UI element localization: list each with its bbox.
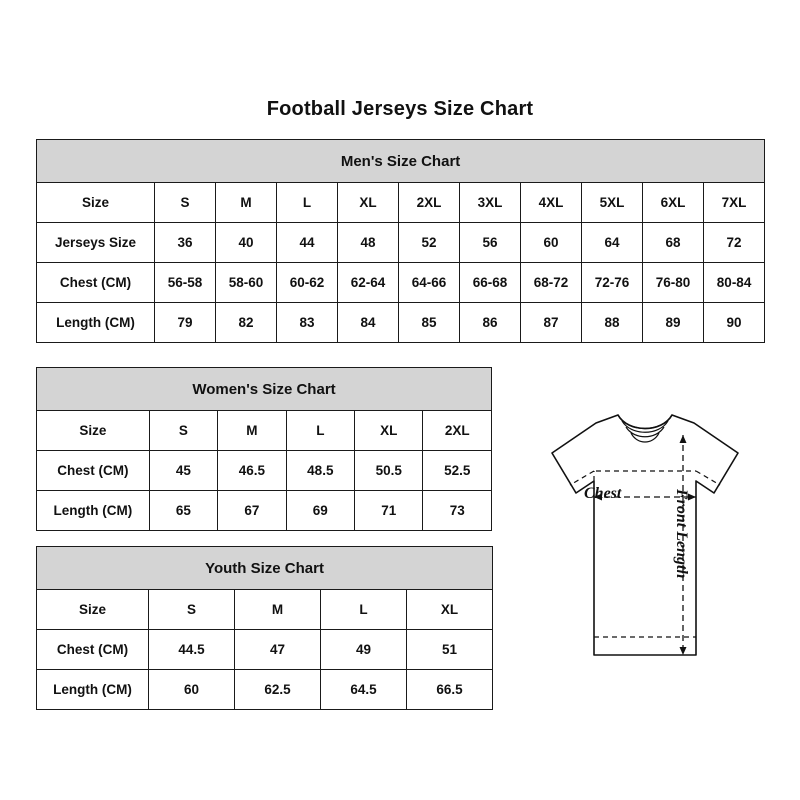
- table-row: [37, 303, 765, 343]
- table-cell: 51: [407, 630, 493, 670]
- table-cell: 69: [286, 491, 354, 531]
- column-header: 6XL: [643, 183, 704, 223]
- chest-measurement-label: Chest: [584, 485, 622, 502]
- column-header: L: [321, 590, 407, 630]
- row-label: Chest (CM): [37, 451, 150, 491]
- table-cell: 79: [155, 303, 216, 343]
- table-cell: 68: [643, 223, 704, 263]
- table-cell: 48.5: [286, 451, 354, 491]
- table-cell: 82: [216, 303, 277, 343]
- table-cell: 68-72: [521, 263, 582, 303]
- column-header: M: [218, 411, 286, 451]
- table-cell: 64-66: [399, 263, 460, 303]
- column-header: Size: [37, 411, 150, 451]
- table-cell: 46.5: [218, 451, 286, 491]
- table-cell: 44.5: [149, 630, 235, 670]
- table-cell: 56: [460, 223, 521, 263]
- column-header: 4XL: [521, 183, 582, 223]
- table-cell: 89: [643, 303, 704, 343]
- table-header-row: [37, 183, 765, 223]
- table-cell: 62.5: [235, 670, 321, 710]
- table-row: [37, 491, 492, 531]
- table-cell: 44: [277, 223, 338, 263]
- row-label: Chest (CM): [37, 263, 155, 303]
- table-row: [37, 263, 765, 303]
- row-label: Length (CM): [37, 303, 155, 343]
- table-cell: 88: [582, 303, 643, 343]
- table-cell: 50.5: [355, 451, 423, 491]
- column-header: XL: [407, 590, 493, 630]
- table-header-row: [37, 411, 492, 451]
- table-cell: 66.5: [407, 670, 493, 710]
- youth-size-chart-table: [36, 546, 493, 710]
- table-section-header-row: [37, 140, 765, 183]
- table-header-row: [37, 590, 493, 630]
- table-cell: 58-60: [216, 263, 277, 303]
- table-cell: 84: [338, 303, 399, 343]
- table-section-header-row: [37, 368, 492, 411]
- table-section-header-row: [37, 547, 493, 590]
- row-label: Length (CM): [37, 670, 149, 710]
- column-header: 2XL: [399, 183, 460, 223]
- page-title: Football Jerseys Size Chart: [266, 98, 534, 120]
- table-cell: 65: [149, 491, 217, 531]
- table-cell: 83: [277, 303, 338, 343]
- table-cell: 36: [155, 223, 216, 263]
- table-cell: 47: [235, 630, 321, 670]
- column-header: L: [277, 183, 338, 223]
- table-cell: 67: [218, 491, 286, 531]
- table-cell: 72-76: [582, 263, 643, 303]
- table-cell: 76-80: [643, 263, 704, 303]
- youth-section-title: Youth Size Chart: [37, 547, 493, 590]
- column-header: 3XL: [460, 183, 521, 223]
- row-label: Chest (CM): [37, 630, 149, 670]
- table-cell: 60: [521, 223, 582, 263]
- table-cell: 72: [704, 223, 765, 263]
- table-cell: 49: [321, 630, 407, 670]
- table-cell: 80-84: [704, 263, 765, 303]
- table-cell: 52.5: [423, 451, 492, 491]
- table-row: [37, 630, 493, 670]
- jersey-outline-icon: [500, 405, 790, 695]
- column-header: Size: [37, 590, 149, 630]
- column-header: M: [216, 183, 277, 223]
- table-cell: 87: [521, 303, 582, 343]
- table-cell: 64.5: [321, 670, 407, 710]
- column-header: 5XL: [582, 183, 643, 223]
- column-header: XL: [355, 411, 423, 451]
- table-cell: 60-62: [277, 263, 338, 303]
- table-row: [37, 670, 493, 710]
- table-row: [37, 223, 765, 263]
- table-cell: 62-64: [338, 263, 399, 303]
- table-cell: 48: [338, 223, 399, 263]
- table-cell: 60: [149, 670, 235, 710]
- table-cell: 86: [460, 303, 521, 343]
- row-label: Jerseys Size: [37, 223, 155, 263]
- column-header: 2XL: [423, 411, 492, 451]
- front-length-measurement-label: Front Length: [673, 489, 690, 579]
- column-header: 7XL: [704, 183, 765, 223]
- column-header: XL: [338, 183, 399, 223]
- column-header: S: [149, 411, 217, 451]
- table-cell: 90: [704, 303, 765, 343]
- table-cell: 71: [355, 491, 423, 531]
- mens-size-chart-table: [36, 139, 765, 343]
- table-cell: 64: [582, 223, 643, 263]
- table-cell: 85: [399, 303, 460, 343]
- table-row: [37, 451, 492, 491]
- table-cell: 73: [423, 491, 492, 531]
- column-header: L: [286, 411, 354, 451]
- column-header: M: [235, 590, 321, 630]
- table-cell: 45: [149, 451, 217, 491]
- womens-size-chart-table: [36, 367, 492, 531]
- table-cell: 56-58: [155, 263, 216, 303]
- womens-section-title: Women's Size Chart: [37, 368, 492, 411]
- column-header: S: [149, 590, 235, 630]
- table-cell: 66-68: [460, 263, 521, 303]
- mens-section-title: Men's Size Chart: [37, 140, 765, 183]
- jersey-measurement-diagram: [500, 405, 790, 695]
- row-label: Length (CM): [37, 491, 150, 531]
- column-header: S: [155, 183, 216, 223]
- table-cell: 52: [399, 223, 460, 263]
- table-cell: 40: [216, 223, 277, 263]
- column-header: Size: [37, 183, 155, 223]
